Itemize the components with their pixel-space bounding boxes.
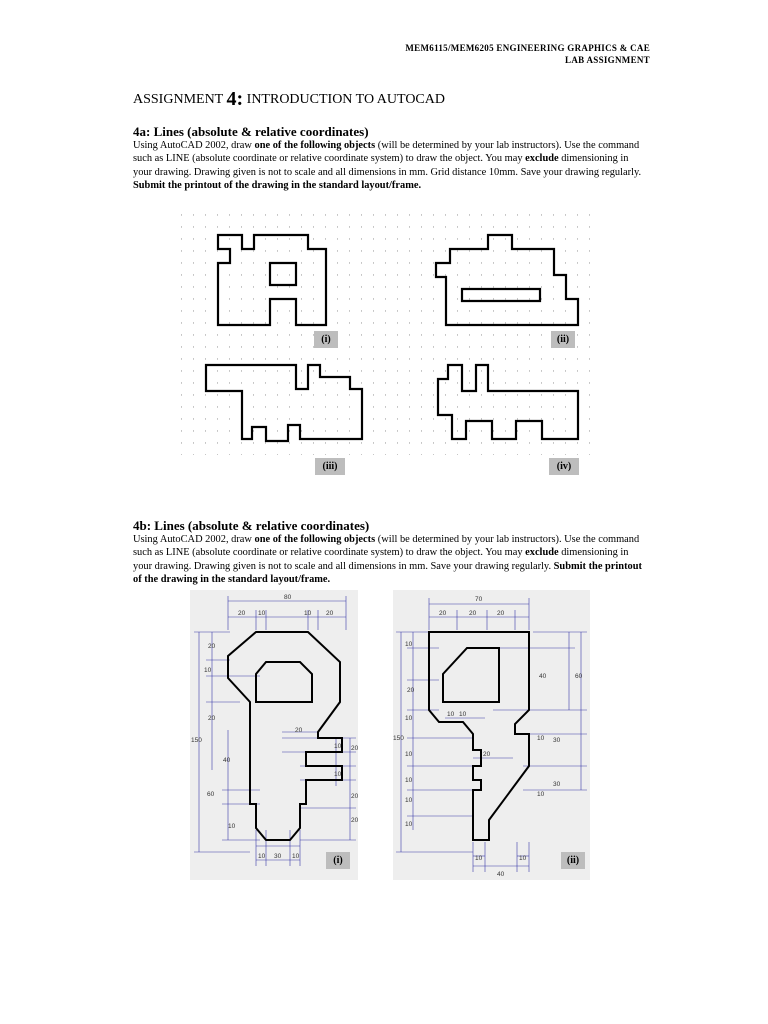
dim-i-left-d: 40 bbox=[223, 757, 231, 764]
section-a-t2: one of the following objects bbox=[254, 140, 376, 151]
dim-i-top-total: 80 bbox=[284, 594, 292, 601]
dim-ii-left-g: 10 bbox=[405, 821, 413, 828]
dim-i-right-b: 10 bbox=[334, 743, 342, 750]
dim-ii-left-c: 10 bbox=[405, 715, 413, 722]
label-dim-fig-ii: (ii) bbox=[561, 852, 585, 869]
section-a-t5: dimensioning in your drawing. Drawing given is not to scale and all dimensions in mm. Grid distance 10mm. Save your drawing regularly. bbox=[133, 153, 642, 178]
section-b-text bbox=[133, 533, 648, 586]
label-fig-iv: (iv) bbox=[549, 458, 579, 475]
dim-i-top-d: 20 bbox=[326, 610, 334, 617]
section-a-heading: 4a: Lines (absolute & relative coordinates) bbox=[133, 124, 369, 139]
dim-ii-top-total: 70 bbox=[475, 596, 483, 603]
section-b-t2: one of the following objects bbox=[254, 534, 376, 545]
dim-ii-left-e: 10 bbox=[405, 777, 413, 784]
dim-ii-inner-c: 20 bbox=[483, 751, 491, 758]
dim-i-left-f: 10 bbox=[228, 823, 236, 830]
dim-ii-total: 150 bbox=[393, 735, 404, 742]
key-window-ii bbox=[443, 648, 499, 702]
dim-ii-bot-b: 10 bbox=[519, 855, 527, 862]
title-number: 4: bbox=[226, 88, 244, 110]
dim-i-left-b: 10 bbox=[204, 667, 212, 674]
dim-i-top-a: 20 bbox=[238, 610, 246, 617]
dim-i-left-e: 60 bbox=[207, 791, 215, 798]
dim-ii-right-c: 10 bbox=[537, 735, 545, 742]
dim-i-right-c: 20 bbox=[351, 745, 358, 752]
dim-i-bot-c: 10 bbox=[292, 853, 300, 860]
label-fig-ii: (ii) bbox=[551, 331, 575, 348]
dim-i-total: 150 bbox=[191, 737, 202, 744]
dim-ii-top-c: 20 bbox=[497, 610, 505, 617]
dot-grid bbox=[170, 205, 590, 455]
key-window-i bbox=[256, 662, 312, 702]
dim-figure-ii-svg bbox=[393, 590, 590, 880]
title-rest: INTRODUCTION TO AUTOCAD bbox=[246, 92, 445, 107]
section-b-t1: Using AutoCAD 2002, draw bbox=[133, 534, 255, 545]
dim-figure-i-svg bbox=[190, 590, 358, 880]
dim-figure-i bbox=[190, 590, 358, 880]
dim-ii-right-e: 10 bbox=[537, 791, 545, 798]
section-b-t3: (will be determined by your lab instructors). Use the command such as LINE (absolute coordinate or relative coordinate system) to draw the object. You may bbox=[133, 534, 640, 559]
section-a-t3: (will be determined by your lab instructors). Use the command such as LINE (absolute coordinate or relative coordinate system) to draw the object. You may bbox=[133, 140, 640, 165]
section-a-text bbox=[133, 139, 648, 192]
dim-ii-right-b: 60 bbox=[575, 673, 583, 680]
dim-figure-ii bbox=[393, 590, 590, 880]
dim-ii-top-b: 20 bbox=[469, 610, 477, 617]
dim-ii-left-f: 10 bbox=[405, 797, 413, 804]
dim-i-left-a: 20 bbox=[208, 643, 216, 650]
course-header bbox=[405, 42, 650, 66]
dim-ii-right-f: 30 bbox=[553, 781, 561, 788]
dim-ii-right-a: 40 bbox=[539, 673, 547, 680]
key-shape-ii bbox=[429, 632, 529, 840]
dim-i-right-a: 20 bbox=[295, 727, 303, 734]
section-b-heading: 4b: Lines (absolute & relative coordinates) bbox=[133, 518, 370, 533]
dim-ii-left-d: 10 bbox=[405, 751, 413, 758]
section-b-t5: dimensioning in your drawing. Drawing given is not to scale and all dimensions in mm. Save your drawing regularly. bbox=[133, 547, 629, 572]
section-a-t4: exclude bbox=[525, 153, 559, 165]
dim-i-right-d: 10 bbox=[334, 771, 342, 778]
dim-ii-inner-b: 10 bbox=[459, 711, 467, 718]
dim-i-right-e: 20 bbox=[351, 793, 358, 800]
dim-ii-right-d: 30 bbox=[553, 737, 561, 744]
label-fig-iii: (iii) bbox=[315, 458, 345, 475]
lab-assignment-label: LAB ASSIGNMENT bbox=[565, 55, 650, 65]
dim-ii-inner-a: 10 bbox=[447, 711, 455, 718]
dim-ii-bot-total: 40 bbox=[497, 871, 505, 878]
label-dim-fig-i: (i) bbox=[326, 852, 350, 869]
dim-i-bot-a: 10 bbox=[258, 853, 266, 860]
label-fig-i: (i) bbox=[314, 331, 338, 348]
dim-ii-top-a: 20 bbox=[439, 610, 447, 617]
section-b-t4: exclude bbox=[525, 547, 559, 559]
grid-figures-svg bbox=[170, 205, 590, 480]
dim-i-right-f: 20 bbox=[351, 817, 358, 824]
grid-figures bbox=[170, 205, 590, 480]
section-a-t6: Submit the printout of the drawing in the standard layout/frame. bbox=[133, 179, 422, 191]
key-shape-i bbox=[228, 632, 342, 840]
dim-ii-left-a: 10 bbox=[405, 641, 413, 648]
dim-i-bot-b: 30 bbox=[274, 853, 282, 860]
section-b-t6: Submit the printout of the drawing in the standard layout/frame. bbox=[133, 560, 642, 585]
dim-ii-left-b: 20 bbox=[407, 687, 415, 694]
page-title bbox=[133, 88, 445, 111]
course-code: MEM6115/MEM6205 ENGINEERING GRAPHICS & CAE bbox=[405, 43, 650, 53]
section-a-t1: Using AutoCAD 2002, draw bbox=[133, 140, 255, 151]
title-prefix: ASSIGNMENT bbox=[133, 92, 223, 107]
dim-ii-bot-a: 10 bbox=[475, 855, 483, 862]
dim-i-left-c: 20 bbox=[208, 715, 216, 722]
dim-i-top-c: 10 bbox=[304, 610, 312, 617]
dim-i-top-b: 10 bbox=[258, 610, 266, 617]
